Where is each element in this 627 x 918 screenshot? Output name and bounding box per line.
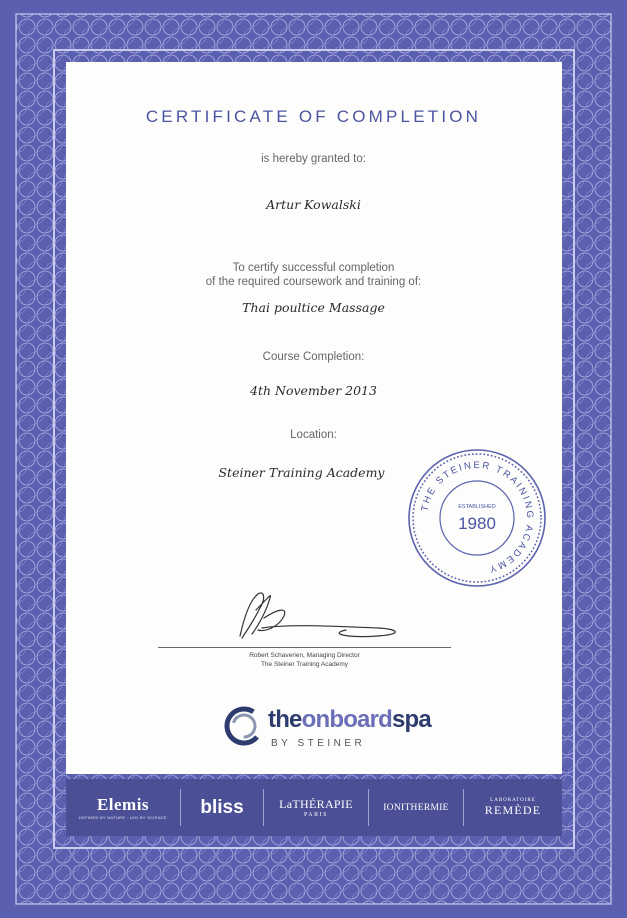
brand-word-suffix: spa: [392, 706, 431, 733]
completion-label: Course Completion:: [262, 351, 365, 363]
remede-wordmark: REMÈDE: [484, 802, 542, 817]
seal-ring-text: THE STEINER TRAINING ACADEMY: [419, 459, 536, 575]
seal-established: ESTABLISHED: [458, 504, 496, 510]
location-name: Steiner Training Academy: [218, 465, 385, 480]
elemis-wordmark: Elemis: [96, 795, 150, 814]
certify-line-1: To certify successful completion: [232, 262, 395, 274]
ionithermie-logo: IONITHERMIE: [383, 802, 449, 813]
completion-date: 4th November 2013: [250, 383, 377, 398]
remede-top-text: LABORATOIRE: [490, 797, 536, 803]
recipient-name: Artur Kowalski: [266, 197, 361, 212]
signature: [228, 588, 408, 648]
course-name: Thai poultice Massage: [242, 300, 385, 315]
granted-text: is hereby granted to:: [261, 153, 366, 165]
signatory-name: Robert Schaverien, Managing Director: [249, 652, 360, 659]
certificate-heading: CERTIFICATE OF COMPLETION: [145, 107, 482, 126]
brand-word-prefix: the: [268, 706, 302, 733]
partner-logos-strip: [66, 779, 562, 836]
brand-word-highlight: onboard: [301, 706, 392, 733]
signatory-org: The Steiner Training Academy: [260, 661, 349, 668]
brand-subtitle: BY STEINER: [271, 738, 366, 749]
certify-line-2: of the required coursework and training of:: [205, 276, 422, 288]
seal-year: 1980: [458, 514, 496, 533]
signature-line: [158, 647, 451, 648]
bliss-logo: bliss: [200, 796, 244, 818]
elemis-tagline: DEFINED BY NATURE · LED BY SCIENCE: [79, 815, 167, 820]
brand-wordmark: [268, 706, 431, 734]
remede-logo: [464, 779, 562, 836]
latherapie-wordmark: LaTHÉRAPIE: [279, 797, 353, 811]
academy-seal: [405, 446, 549, 590]
onboardspa-logo-icon: [222, 704, 266, 748]
elemis-logo: [66, 779, 180, 836]
latherapie-logo: [264, 779, 368, 836]
location-label: Location:: [290, 429, 337, 441]
latherapie-city: PARIS: [304, 812, 328, 818]
